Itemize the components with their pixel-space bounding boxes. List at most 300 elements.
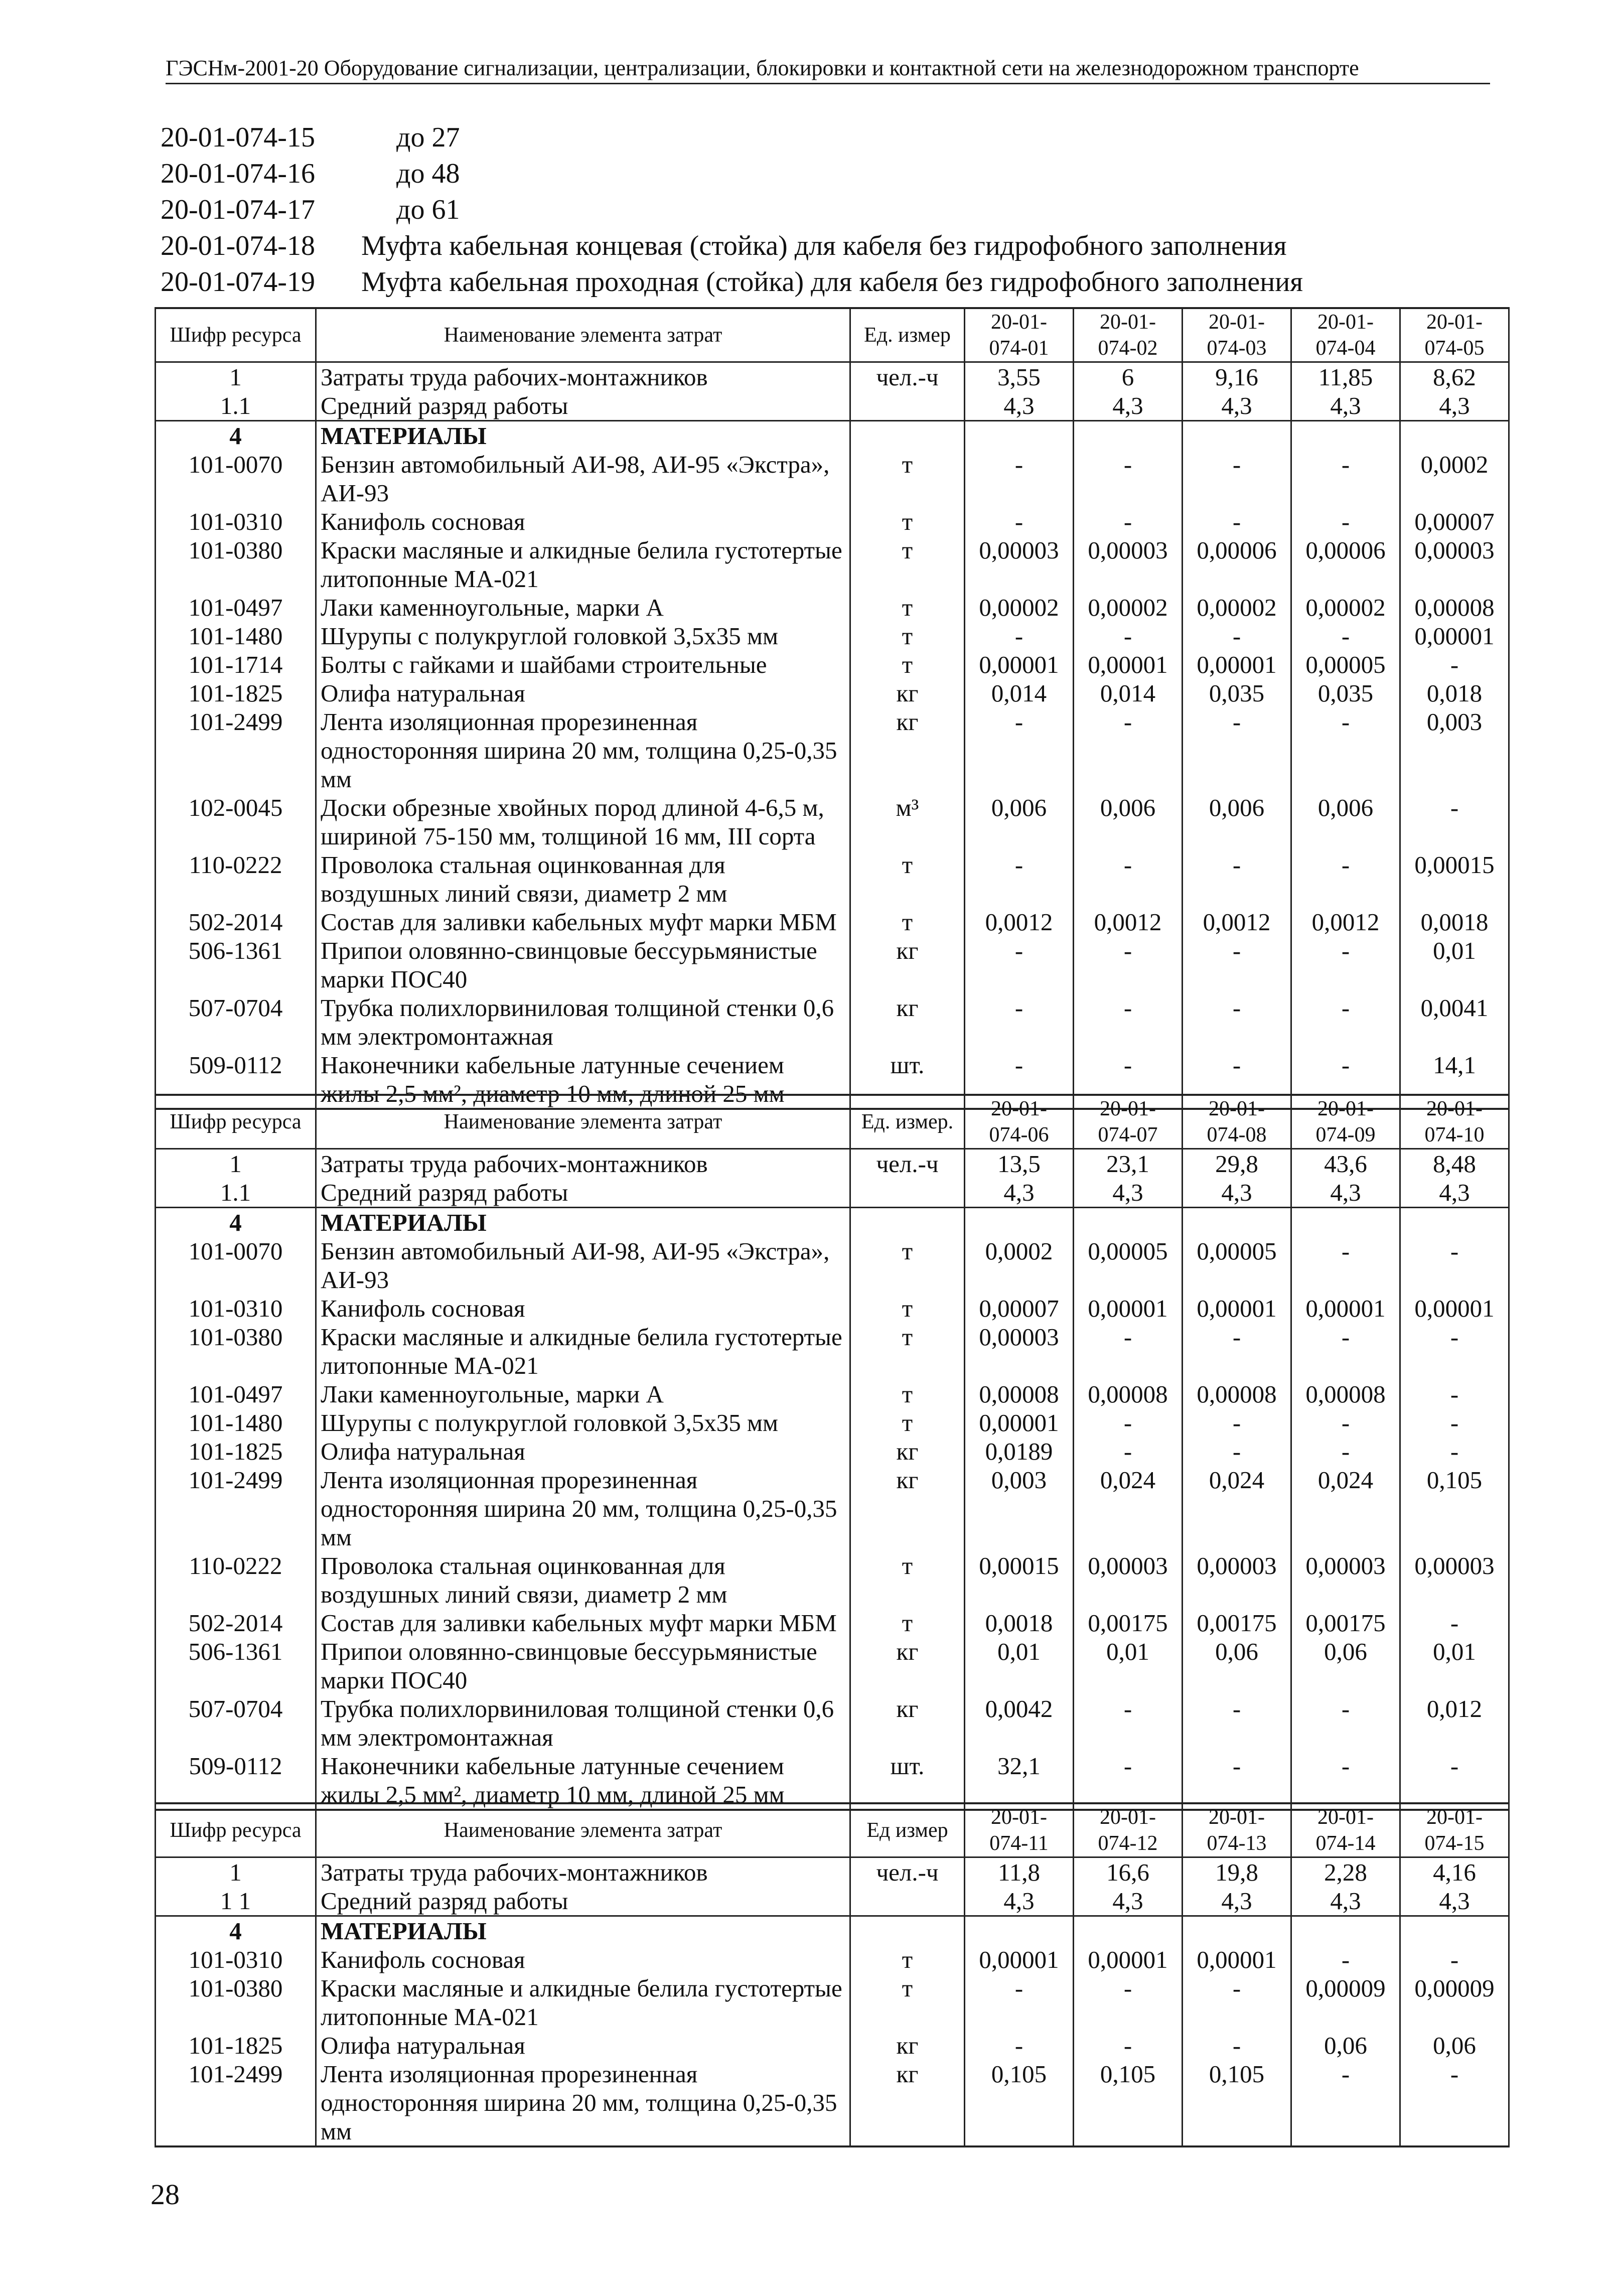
row-value: 0,0041 [1400,993,1509,1051]
row-value: - [1183,622,1291,650]
row-unit [850,1178,965,1208]
table-row [156,536,1509,593]
code-row [161,228,1303,264]
row-value: 0,00008 [1183,1380,1291,1408]
row-unit: т [850,1380,965,1408]
row-unit: шт. [850,1051,965,1109]
table-row [156,908,1509,936]
row-value: 0,00003 [1074,1551,1183,1609]
row-value: 0,00005 [1183,1237,1291,1294]
row-value: 0,018 [1400,679,1509,707]
table-row [156,1974,1509,2031]
row-value: - [1291,1051,1400,1109]
row-value: 16,6 [1074,1857,1183,1887]
row-unit: т [850,1551,965,1609]
table-row [156,2060,1509,2146]
row-value: 0,00001 [1074,1945,1183,1974]
row-value: 0,035 [1291,679,1400,707]
code-text: до 48 [396,158,460,189]
table-row [156,650,1509,679]
table-row [156,1437,1509,1466]
code-row [161,119,1303,156]
header-column-line1: 20-01- [1426,311,1483,334]
row-unit: т [850,450,965,507]
table-row [156,1149,1509,1179]
row-value: 0,00003 [1074,536,1183,593]
row-value: 0,00015 [1400,850,1509,908]
row-value: - [1183,1408,1291,1437]
row-code: 101-1825 [156,2031,316,2060]
row-name: Шурупы с полукруглой головкой 3,5x35 мм [316,622,850,650]
row-code: 101-0310 [156,1945,316,1974]
row-value: - [965,622,1074,650]
row-value: - [1400,1437,1509,1466]
row-unit: чел.-ч [850,1857,965,1887]
table-row [156,936,1509,993]
row-code: 1.1 [156,391,316,421]
row-unit: т [850,1323,965,1380]
header-unit: Ед. измер [850,308,965,362]
row-value: 0,00006 [1291,536,1400,593]
resource-table-3 [155,1802,1510,2147]
code-number: 20-01-074-15 [161,122,315,153]
row-name: Краски масляные и алкидные белила густотертые литопонные МА-021 [316,1974,850,2031]
row-value: 0,00175 [1074,1609,1183,1637]
row-name: МАТЕРИАЛЫ [316,421,850,451]
row-unit [850,1916,965,1946]
row-value: 4,3 [1291,1178,1400,1208]
row-value: 0,0042 [965,1694,1074,1752]
row-code: 101-1714 [156,650,316,679]
row-value: - [965,993,1074,1051]
row-value: 0,0012 [1074,908,1183,936]
row-value: 0,105 [965,2060,1074,2146]
row-value: 4,3 [1074,391,1183,421]
header-column [1291,1095,1400,1149]
table-row [156,1857,1509,1887]
row-unit: м³ [850,793,965,850]
table-row [156,1637,1509,1694]
row-value: - [1074,1408,1183,1437]
row-unit: кг [850,2031,965,2060]
row-unit: т [850,1408,965,1437]
row-value: 0,014 [1074,679,1183,707]
row-value: - [1291,707,1400,793]
row-value: - [1291,850,1400,908]
row-value: 4,3 [965,391,1074,421]
header-column [965,308,1074,362]
row-value: 4,3 [1400,1887,1509,1916]
row-code: 101-0070 [156,1237,316,1294]
row-unit: кг [850,707,965,793]
row-code: 101-0070 [156,450,316,507]
row-value: 4,3 [965,1887,1074,1916]
row-value: 0,00015 [965,1551,1074,1609]
row-value: 8,62 [1400,362,1509,392]
row-unit: кг [850,679,965,707]
row-value: 8,48 [1400,1149,1509,1179]
row-value: 19,8 [1183,1857,1291,1887]
row-name: Трубка полихлорвиниловая толщиной стенки 0,6 мм электромонтажная [316,993,850,1051]
row-value: 0,00008 [965,1380,1074,1408]
row-value: 0,00002 [1183,593,1291,622]
row-value: 6 [1074,362,1183,392]
header-column-line1: 20-01- [1317,1806,1374,1829]
row-code: 110-0222 [156,1551,316,1609]
table-row [156,1178,1509,1208]
row-value: 0,024 [1074,1466,1183,1551]
table-row [156,1237,1509,1294]
row-code: 502-2014 [156,908,316,936]
header-column [1074,1803,1183,1857]
row-name: Олифа натуральная [316,679,850,707]
row-name: Олифа натуральная [316,2031,850,2060]
code-number: 20-01-074-16 [161,158,315,189]
row-unit: чел.-ч [850,362,965,392]
row-code: 101-2499 [156,2060,316,2146]
row-value: 0,01 [1400,1637,1509,1694]
code-number: 20-01-074-18 [161,230,315,261]
header-column-line2: 074-05 [1424,337,1485,360]
code-number: 20-01-074-19 [161,266,315,298]
row-name: Припои оловянно-свинцовые бессурьмянистые марки ПОС40 [316,936,850,993]
header-column [965,1095,1074,1149]
row-unit [850,391,965,421]
row-unit: т [850,593,965,622]
row-unit: т [850,908,965,936]
row-value: 0,00009 [1291,1974,1400,2031]
code-list [161,119,1303,300]
row-value: - [1074,1323,1183,1380]
header-column [1183,1095,1291,1149]
row-value: 0,00001 [1074,1294,1183,1323]
row-value: 0,06 [1183,1637,1291,1694]
row-value: 0,00005 [1074,1237,1183,1294]
table-row [156,793,1509,850]
row-unit: т [850,507,965,536]
header-code: Шифр ресурса [156,1803,316,1857]
resource-table-2 [155,1094,1510,1811]
row-value: 0,06 [1291,1637,1400,1694]
header-name: Наименование элемента затрат [316,1803,850,1857]
table-row [156,1916,1509,1946]
table-row [156,2031,1509,2060]
row-value: 0,0189 [965,1437,1074,1466]
header-column-line2: 074-15 [1424,1832,1485,1855]
header-column [1183,308,1291,362]
row-value: 11,8 [965,1857,1074,1887]
row-value [1291,421,1400,451]
row-code: 102-0045 [156,793,316,850]
header-name: Наименование элемента затрат [316,308,850,362]
row-name: Трубка полихлорвиниловая толщиной стенки 0,6 мм электромонтажная [316,1694,850,1752]
row-code: 4 [156,1916,316,1946]
row-name: Наконечники кабельные латунные сечением жилы 2,5 мм², диаметр 10 мм, длиной 25 мм [316,1752,850,1810]
row-value: 0,0002 [1400,450,1509,507]
row-value: 0,00003 [965,536,1074,593]
code-number: 20-01-074-17 [161,194,315,225]
page-number: 28 [151,2178,180,2211]
row-code: 509-0112 [156,1051,316,1109]
row-value: 0,0012 [1291,908,1400,936]
row-value: 0,00002 [1291,593,1400,622]
row-code: 506-1361 [156,1637,316,1694]
header-unit: Ед измер [850,1803,965,1857]
table-row [156,1887,1509,1916]
row-value: 4,3 [1400,391,1509,421]
row-name: Бензин автомобильный АИ-98, АИ-95 «Экстра», АИ-93 [316,1237,850,1294]
row-code: 509-0112 [156,1752,316,1810]
header-column-line1: 20-01- [1426,1806,1483,1829]
row-value: - [1074,1694,1183,1752]
row-value: 0,00008 [1291,1380,1400,1408]
row-value: 4,3 [1074,1887,1183,1916]
table-header-row [156,1803,1509,1857]
row-value [1183,421,1291,451]
row-code: 101-2499 [156,707,316,793]
row-unit [850,421,965,451]
row-value: - [1291,1945,1400,1974]
row-value: - [1074,1437,1183,1466]
header-column [1400,1803,1509,1857]
table-row [156,679,1509,707]
row-value: 4,3 [1183,1178,1291,1208]
header-column [1400,1095,1509,1149]
row-value: 0,024 [1291,1466,1400,1551]
table-row [156,421,1509,451]
row-code: 101-0380 [156,1323,316,1380]
header-column-line2: 074-13 [1207,1832,1267,1855]
row-name: Болты с гайками и шайбами строительные [316,650,850,679]
row-value: 0,00001 [1183,1294,1291,1323]
table-row [156,507,1509,536]
row-value: 0,00175 [1183,1609,1291,1637]
header-column-line1: 20-01- [1100,311,1156,334]
row-value: - [965,450,1074,507]
row-value: - [1400,650,1509,679]
row-value: 0,00007 [965,1294,1074,1323]
row-value [965,1208,1074,1237]
row-value: - [1183,993,1291,1051]
table-row [156,1208,1509,1237]
row-name: Лаки каменноугольные, марки А [316,593,850,622]
row-unit: т [850,850,965,908]
row-value: 4,3 [1183,391,1291,421]
row-value: 4,3 [965,1178,1074,1208]
header-column [1074,1095,1183,1149]
row-value: - [1291,1752,1400,1810]
row-value: 0,006 [1183,793,1291,850]
table-row [156,1294,1509,1323]
row-value: 0,0018 [1400,908,1509,936]
row-value: 0,105 [1400,1466,1509,1551]
row-value: 2,28 [1291,1857,1400,1887]
header-column-line2: 074-12 [1098,1832,1158,1855]
row-value: 0,00003 [1400,1551,1509,1609]
row-value: 32,1 [965,1752,1074,1810]
table-header-row [156,1095,1509,1149]
row-name: Лента изоляционная прорезиненная односторонняя ширина 20 мм, толщина 0,25-0,35 мм [316,707,850,793]
row-value: - [1183,1694,1291,1752]
row-name: Бензин автомобильный АИ-98, АИ-95 «Экстра», АИ-93 [316,450,850,507]
row-value: - [1400,1323,1509,1380]
row-name: Состав для заливки кабельных муфт марки МБМ [316,908,850,936]
row-value [1074,1208,1183,1237]
row-code: 506-1361 [156,936,316,993]
row-name: Затраты труда рабочих-монтажников [316,1149,850,1179]
row-value: - [1183,1974,1291,2031]
row-value: - [1074,993,1183,1051]
code-text: до 27 [396,122,460,153]
row-value: - [965,507,1074,536]
row-value: 11,85 [1291,362,1400,392]
row-value: 0,012 [1400,1694,1509,1752]
table-row [156,362,1509,392]
row-unit: чел.-ч [850,1149,965,1179]
row-name: МАТЕРИАЛЫ [316,1916,850,1946]
row-value: - [1183,450,1291,507]
row-value: - [1400,1609,1509,1637]
row-code: 1 [156,1857,316,1887]
row-unit: т [850,622,965,650]
row-code: 101-0310 [156,507,316,536]
row-value: 0,00001 [1291,1294,1400,1323]
row-value: - [1291,1237,1400,1294]
row-value: 0,00001 [1400,1294,1509,1323]
row-code: 101-2499 [156,1466,316,1551]
row-value [1074,421,1183,451]
row-value: - [965,1051,1074,1109]
row-value: 4,3 [1074,1178,1183,1208]
row-value: 0,00003 [1183,1551,1291,1609]
row-value: - [1291,936,1400,993]
row-name: Канифоль сосновая [316,507,850,536]
row-unit: кг [850,2060,965,2146]
row-value: - [1291,993,1400,1051]
row-value: 0,00003 [1400,536,1509,593]
row-value: - [1400,1380,1509,1408]
table-row [156,1609,1509,1637]
row-value: - [1074,936,1183,993]
row-value: 0,00002 [965,593,1074,622]
row-value: 0,00006 [1183,536,1291,593]
row-unit: кг [850,1694,965,1752]
header-column-line2: 074-10 [1424,1123,1485,1146]
row-name: Доски обрезные хвойных пород длиной 4-6,5 м, шириной 75-150 мм, толщиной 16 мм, III сорта [316,793,850,850]
table-row [156,1323,1509,1380]
header-name: Наименование элемента затрат [316,1095,850,1149]
row-value: 9,16 [1183,362,1291,392]
header-code: Шифр ресурса [156,1095,316,1149]
header-column [1074,308,1183,362]
row-value: 0,06 [1291,2031,1400,2060]
row-value: 3,55 [965,362,1074,392]
row-code: 101-0497 [156,593,316,622]
header-column-line2: 074-08 [1207,1123,1267,1146]
row-value: 0,00009 [1400,1974,1509,2031]
row-name: МАТЕРИАЛЫ [316,1208,850,1237]
table-row [156,593,1509,622]
row-value: - [1183,1752,1291,1810]
row-code: 101-0497 [156,1380,316,1408]
row-value: - [1183,507,1291,536]
row-name: Затраты труда рабочих-монтажников [316,362,850,392]
header-code: Шифр ресурса [156,308,316,362]
row-unit: кг [850,1466,965,1551]
row-name: Средний разряд работы [316,391,850,421]
header-column [1291,1803,1400,1857]
row-value [1291,1208,1400,1237]
header-unit: Ед. измер. [850,1095,965,1149]
row-unit: т [850,1237,965,1294]
row-value: 0,0012 [965,908,1074,936]
row-value: 0,00001 [965,650,1074,679]
row-value: 0,00001 [1183,1945,1291,1974]
row-value: 4,3 [1400,1178,1509,1208]
table-row [156,1694,1509,1752]
row-unit: т [850,1945,965,1974]
header-column-line1: 20-01- [991,311,1047,334]
row-value: - [1291,1437,1400,1466]
row-name: Олифа натуральная [316,1437,850,1466]
row-value: 4,3 [1291,1887,1400,1916]
header-column-line2: 074-01 [989,337,1049,360]
page-header: ГЭСНм-2001-20 Оборудование сигнализации, централизации, блокировки и контактной сети на железнодорожном транспорте [166,55,1490,84]
row-code: 110-0222 [156,850,316,908]
resource-table-1 [155,307,1510,1110]
row-value: 0,00001 [1074,650,1183,679]
row-value: 0,003 [965,1466,1074,1551]
row-value: 0,014 [965,679,1074,707]
row-value [1183,1916,1291,1946]
row-value: 0,006 [965,793,1074,850]
row-unit: т [850,1294,965,1323]
row-value: - [1400,1237,1509,1294]
code-text: Муфта кабельная концевая (стойка) для кабеля без гидрофобного заполнения [361,230,1287,261]
row-value: - [965,707,1074,793]
row-value: - [1074,450,1183,507]
row-code: 101-0380 [156,536,316,593]
row-value: - [1183,850,1291,908]
row-name: Состав для заливки кабельных муфт марки МБМ [316,1609,850,1637]
row-value: 0,0012 [1183,908,1291,936]
row-name: Краски масляные и алкидные белила густотертые литопонные МА-021 [316,536,850,593]
table-row [156,707,1509,793]
table-row [156,1945,1509,1974]
row-value: - [1291,450,1400,507]
row-code: 101-1480 [156,1408,316,1437]
row-unit: кг [850,993,965,1051]
header-column-line1: 20-01- [991,1806,1047,1829]
header-column [965,1803,1074,1857]
code-row [161,264,1303,300]
row-code: 4 [156,1208,316,1237]
code-text: до 61 [396,194,460,225]
row-value: - [1400,1408,1509,1437]
row-value: - [1074,507,1183,536]
row-value: 0,00175 [1291,1609,1400,1637]
header-column-line1: 20-01- [1100,1806,1156,1829]
row-value: 0,01 [1074,1637,1183,1694]
row-value: 4,3 [1183,1887,1291,1916]
row-value: 0,006 [1074,793,1183,850]
header-column-line2: 074-03 [1207,337,1267,360]
row-name: Проволока стальная оцинкованная для воздушных линий связи, диаметр 2 мм [316,850,850,908]
table-row [156,1408,1509,1437]
row-value [1400,1916,1509,1946]
row-unit: кг [850,1637,965,1694]
row-value: - [1074,622,1183,650]
